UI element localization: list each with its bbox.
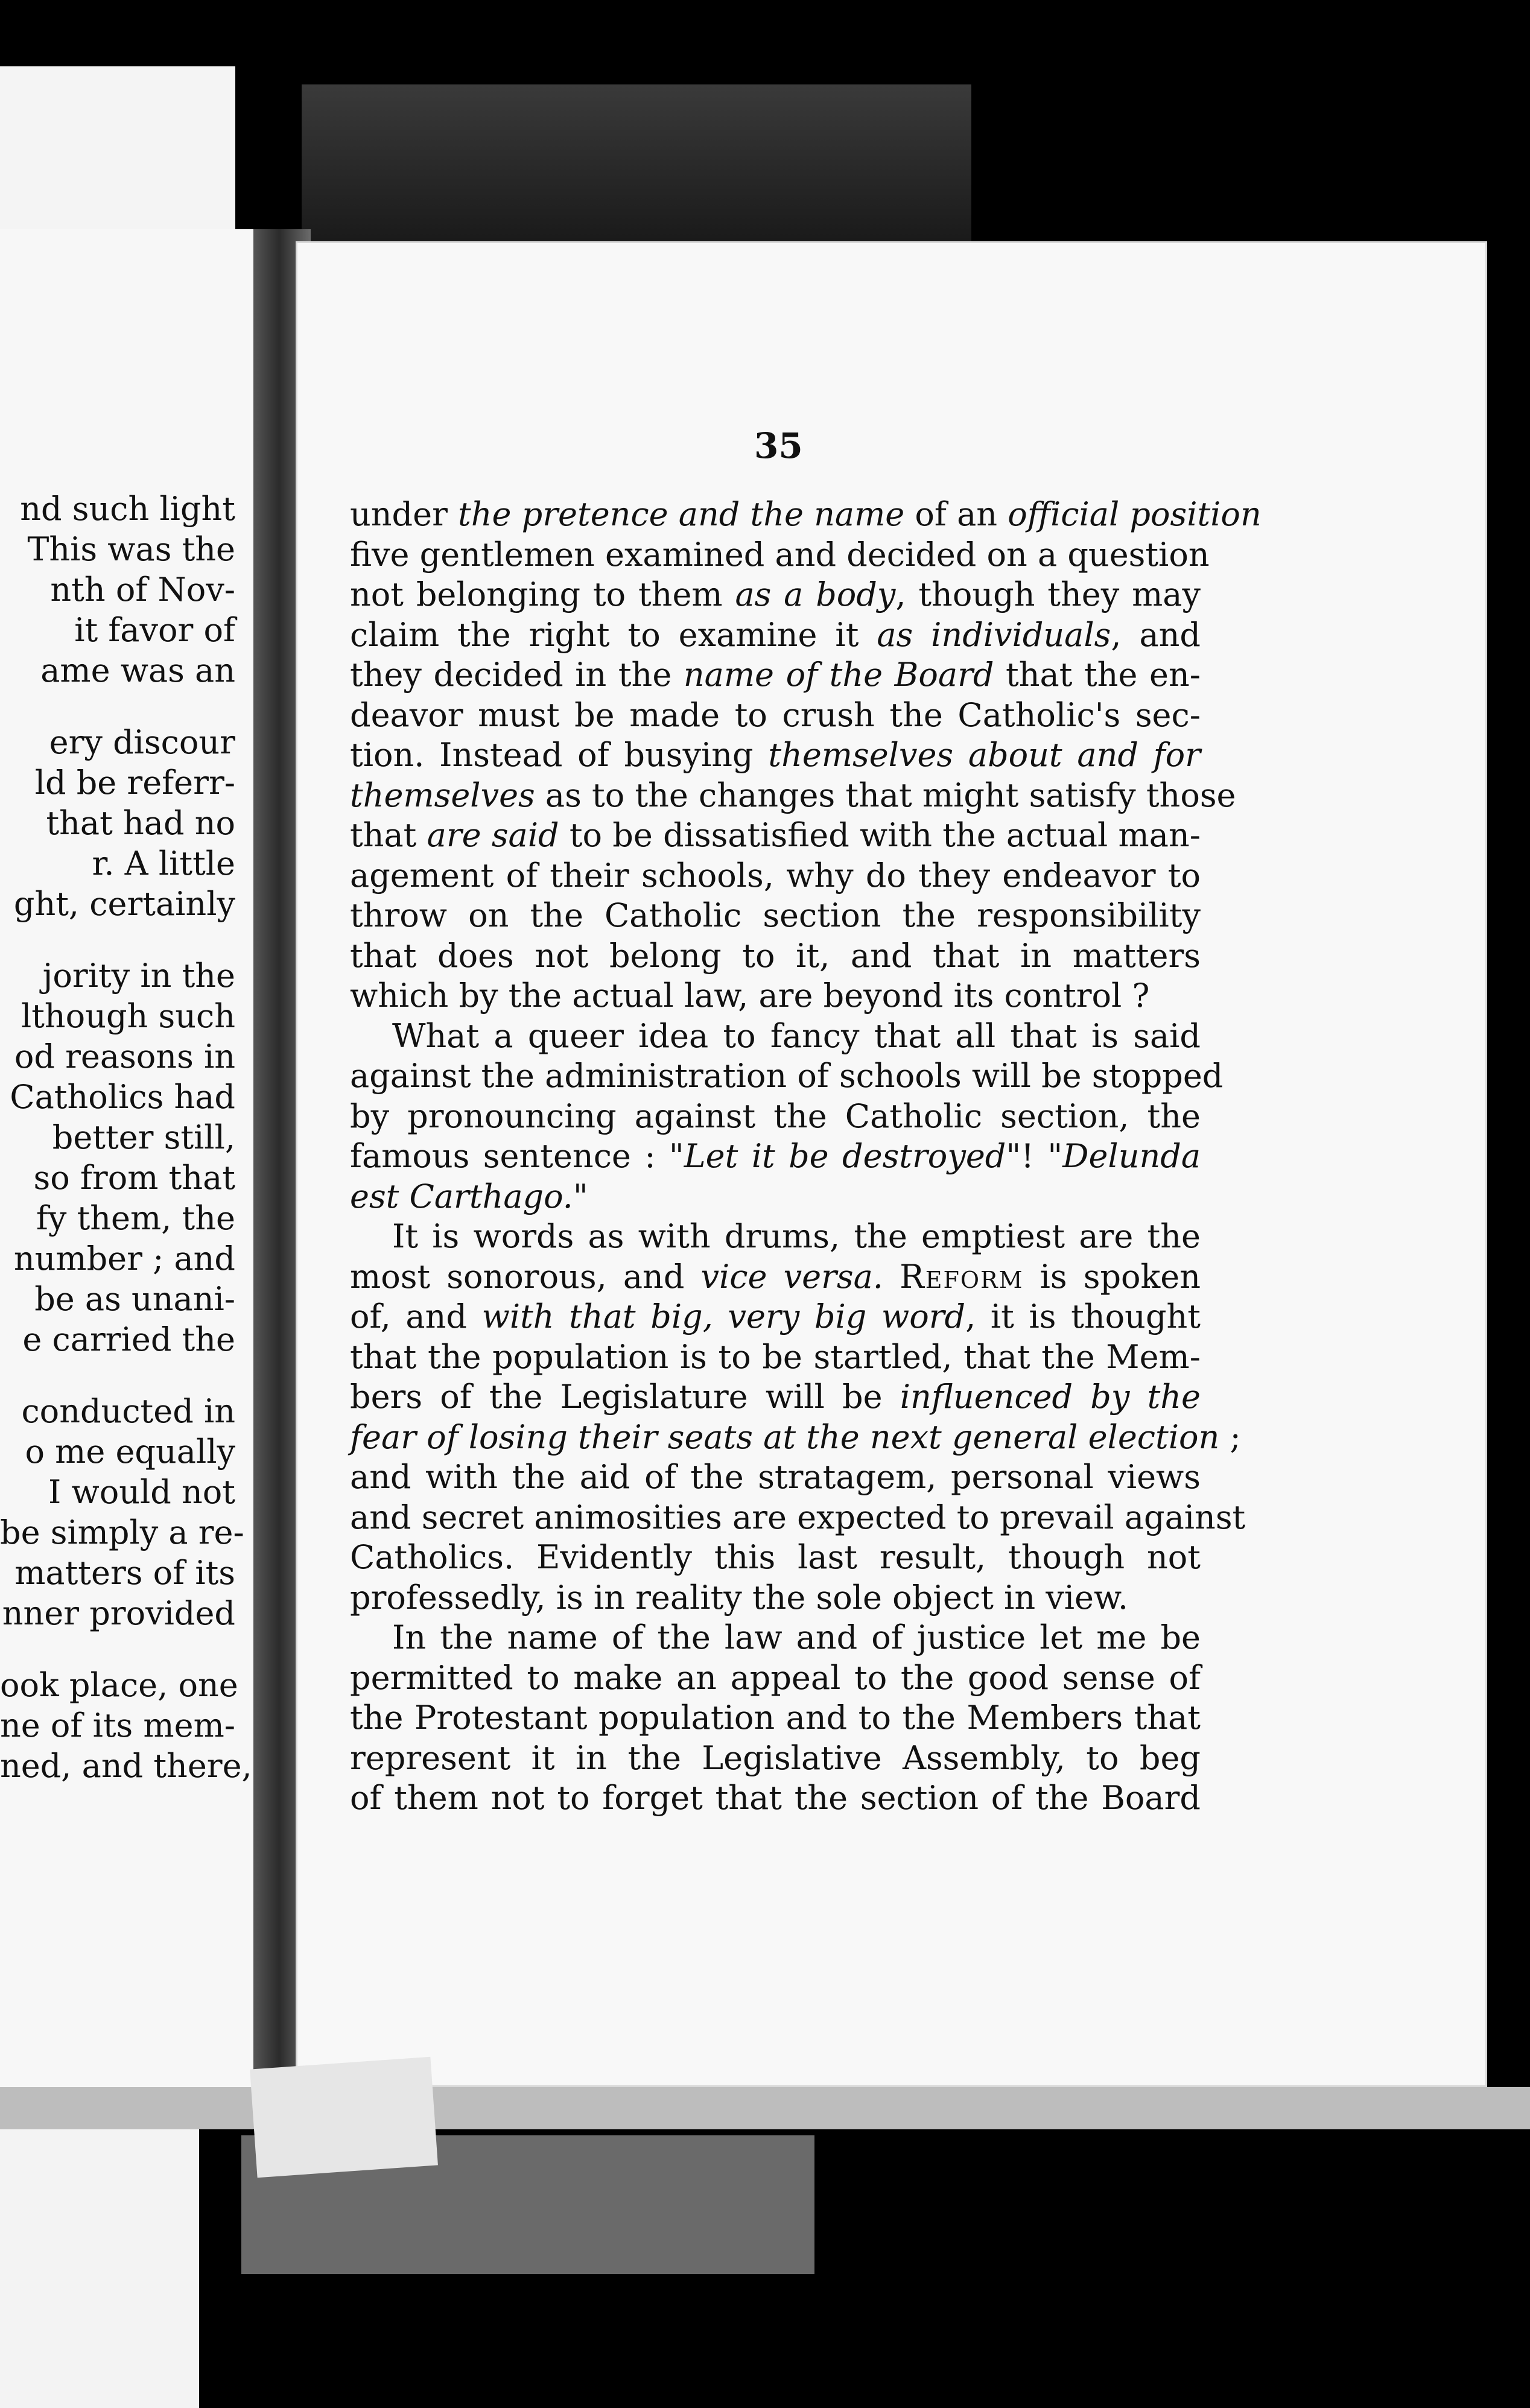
text-run: permitted to make an appeal to the good sense of [350,1658,1201,1697]
text-line [350,535,1210,575]
italic-text: themselves [350,776,535,814]
left-text-line: conducted in [21,1392,235,1430]
text-line [350,1738,1201,1779]
text-line [350,1377,1201,1418]
left-text-line: ame was an [40,651,235,689]
background-paper-bottom [0,2129,199,2408]
text-run: In the name of the law and of justice let me be [392,1618,1201,1656]
left-text-line: matters of its [14,1554,235,1592]
text-run: that the en- [994,656,1201,694]
text-run: throw on the Catholic section the responsibility [350,896,1201,934]
italic-text: name of the Board [683,656,994,694]
italic-text: official position [1008,495,1262,533]
left-text-line: that had no [46,804,235,842]
text-line [350,495,1262,535]
text-run: of an [904,495,1008,533]
left-text-line: e carried the [22,1320,235,1358]
text-run: of them not to forget that the section of the Board [350,1779,1201,1817]
text-line [350,776,1236,816]
left-text-line: jority in the [42,957,235,995]
text-run: and secret animosities are expected to prevail against [350,1498,1246,1536]
left-text-line: ght, certainly [13,885,235,923]
text-run: deavor must be made to crush the Catholic's sec- [350,695,1201,734]
text-line [350,1778,1201,1819]
text-run: against the administration of schools will be stopped [350,1057,1224,1095]
text-line [350,1056,1224,1097]
text-run: , though they may [895,575,1201,613]
left-text-line: ook place, one [0,1666,238,1704]
text-line [350,976,1201,1016]
text-run: and with the aid of the stratagem, personal views [350,1458,1201,1496]
text-run: famous sentence : " [350,1137,684,1175]
text-run: ; [1219,1418,1241,1456]
text-run: , it is thought [965,1297,1201,1335]
left-page-text [0,489,253,1786]
text-run: agement of their schools, why do they endeavor to [350,856,1201,895]
italic-text: fear of losing their seats at the next general election [350,1418,1220,1456]
text-run: the Protestant population and to the Members that [350,1699,1201,1737]
italic-text: with that big, very big word [481,1297,966,1335]
text-run: is spoken [1023,1257,1201,1296]
text-line [350,1658,1201,1699]
text-line [350,1418,1241,1458]
text-line [350,575,1201,615]
left-text-line: better still, [52,1118,235,1156]
text-run: most sonorous, and [350,1257,701,1296]
left-text-line: I would not [48,1473,235,1511]
text-run: tion. Instead of busying [350,736,769,774]
text-line [350,1698,1201,1738]
text-line [350,1457,1201,1498]
page-body-text [350,495,1262,1819]
text-run: as to the changes that might satisfy those [535,776,1236,814]
text-line [350,896,1201,936]
text-run: professedly, is in reality the sole object in view. [350,1578,1128,1617]
italic-text: Delunda [1062,1137,1201,1175]
background-shadow [302,84,971,241]
text-line [350,1097,1201,1137]
text-run: Reform [900,1257,1024,1296]
italic-text: Let it be destroyed [684,1137,1006,1175]
text-run: five gentlemen examined and decided on a question [350,535,1210,574]
text-line [350,1217,1201,1257]
text-run: they decided in the [350,656,684,694]
paper-tab [250,2057,438,2178]
text-run: to be dissatisfied with the actual man- [559,816,1201,854]
text-run [883,1258,900,1296]
text-line [350,816,1201,856]
text-line [350,936,1201,977]
text-line [350,1297,1201,1337]
text-run: What a queer idea to fancy that all that is said [392,1016,1201,1055]
left-text-line: so from that [33,1159,235,1197]
paragraph-gap [0,1633,253,1665]
left-text-line: r. A little [92,844,235,882]
left-text-line: fy them, the [36,1199,235,1237]
paragraph-gap [0,691,253,722]
italic-text: vice versa. [700,1257,883,1296]
left-text-line: nner provided [2,1594,235,1632]
text-run: represent it in the Legislative Assembly, to beg [350,1738,1201,1777]
text-run: It is words as with drums, the emptiest are the [392,1217,1201,1255]
text-line [350,1257,1201,1297]
left-text-line: ld be referr- [34,764,235,802]
left-text-line: nd such light [20,490,235,528]
text-line [350,1498,1246,1538]
left-text-line: be as unani- [34,1280,235,1318]
left-text-line: od reasons in [14,1038,235,1076]
left-text-line: ne of its mem- [0,1706,236,1744]
page-number: 35 [754,425,803,466]
text-line [350,1177,1201,1217]
text-run: that the population is to be startled, that the Mem- [350,1337,1201,1376]
text-line [350,1578,1201,1618]
text-line [350,1136,1201,1177]
paragraph-gap [0,1360,253,1391]
left-text-line: This was the [27,530,235,568]
text-run: not belonging to them [350,575,735,613]
left-text-line: nth of Nov- [50,571,235,609]
italic-text: influenced by the [900,1378,1201,1416]
text-run: bers of the Legislature will be [350,1378,900,1416]
italic-text: est Carthago. [350,1177,573,1215]
text-run: of, and [350,1297,482,1335]
left-text-line: ned, and there, [0,1747,252,1785]
italic-text: the pretence and the name [458,495,905,533]
text-run: "! " [1006,1137,1063,1175]
text-line [350,655,1201,695]
italic-text: as individuals [877,615,1111,654]
text-line [350,615,1201,656]
background-paper-top [0,66,235,235]
left-text-line: Catholics had [10,1078,235,1116]
text-line [350,695,1201,736]
text-run: claim the right to examine it [350,615,877,654]
text-line [350,856,1201,896]
italic-text: themselves about and for [768,736,1201,774]
text-line [350,1618,1201,1658]
left-text-line: be simply a re- [0,1513,244,1551]
italic-text: are said [427,816,559,854]
italic-text: as a body [735,575,896,613]
text-line [350,1016,1201,1057]
text-run: which by the actual law, are beyond its control ? [350,977,1150,1015]
text-run: , and [1111,615,1201,654]
left-text-line: it favor of [74,611,235,649]
page-bottom-edge [0,2087,1530,2129]
text-line [350,735,1201,776]
text-run: Catholics. Evidently this last result, though not [350,1538,1201,1576]
paragraph-gap [0,924,253,955]
left-text-line: o me equally [25,1433,235,1471]
left-text-line: lthough such [21,997,235,1035]
text-run: " [573,1177,588,1215]
text-run: that does not belong to it, and that in matters [350,936,1201,975]
left-text-line: number ; and [13,1240,235,1278]
text-run: by pronouncing against the Catholic section, the [350,1097,1201,1135]
text-line [350,1337,1201,1378]
text-run: that [350,816,427,854]
text-run: under [350,495,459,533]
left-text-line: ery discour [49,723,235,761]
text-line [350,1538,1201,1578]
